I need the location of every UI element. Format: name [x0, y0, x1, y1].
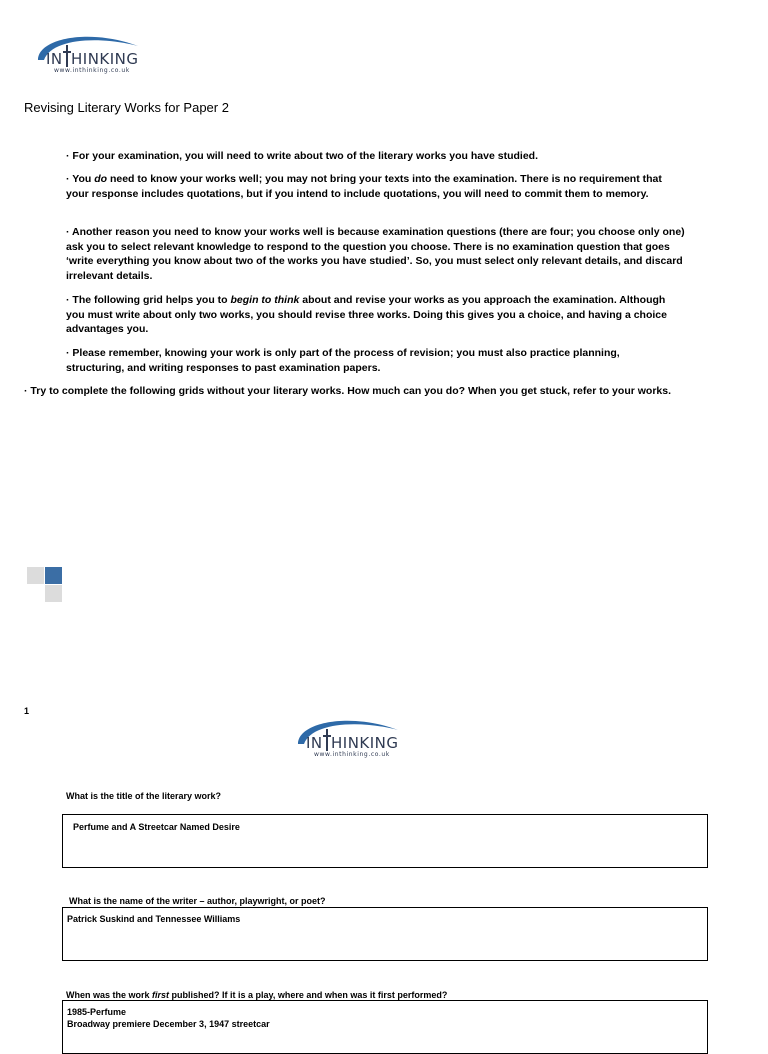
closing-text: · Try to complete the following grids without your literary works. How much can you do? When you get stuck, refer to your works.: [24, 385, 671, 397]
paragraph-2: [66, 172, 686, 201]
paragraph-2-post: need to know your works well; you may not bring your texts into the examination. There is no requirement that your response includes quotations, but if you intend to include quotations, you will need to commit them to memory.: [66, 173, 662, 200]
question-published-post: published? If it is a play, where and when was it first performed?: [169, 990, 448, 1000]
paragraph-1-text: · For your examination, you will need to write about two of the literary works you have studied.: [66, 150, 538, 162]
paragraph-3-text: · Another reason you need to know your works well is because examination questions (there are four; you choose only one) ask you to select relevant knowledge to respond to the question you choose. There is no examination question that goes ‘write everything you know about two of the works you have studied’. So, you must select only relevant details, and discard irrelevant details.: [66, 226, 685, 282]
paragraph-4: [66, 293, 676, 337]
question-title: What is the title of the literary work?: [66, 791, 222, 801]
decor-square-light-2: [45, 585, 62, 602]
paragraph-4-pre: · The following grid helps you to: [66, 294, 231, 306]
paragraph-2-emphasis: do: [94, 173, 108, 185]
paragraph-5-text: · Please remember, knowing your work is only part of the process of revision; you must also practice planning, structuring, and writing responses to past examination papers.: [66, 347, 620, 374]
answer-writer-field[interactable]: [62, 907, 708, 961]
logo-url: www.inthinking.co.uk: [314, 751, 390, 758]
decor-square-light-1: [27, 567, 44, 584]
logo-cross-icon: [63, 45, 71, 67]
decor-square-blue: [45, 567, 62, 584]
question-published: [66, 990, 447, 1000]
paragraph-3: [66, 225, 696, 283]
closing-paragraph: [24, 384, 674, 399]
question-published-pre: When was the work: [66, 990, 153, 1000]
logo-word-in: IN: [46, 50, 63, 68]
question-published-emphasis: first: [152, 990, 170, 1000]
paragraph-4-emphasis: begin to think: [230, 294, 300, 306]
answer-published-line-2: Broadway premiere December 3, 1947 streetcar: [67, 1019, 270, 1029]
inthinking-logo-2: [290, 714, 400, 762]
paragraph-4-post: about and revise your works as you approach the examination. Although you must write about only two works, you should revise three works. Doing this gives you a choice, and having a choice advantages you.: [66, 294, 667, 335]
paragraph-5: [66, 346, 666, 375]
answer-title-text: Perfume and A Streetcar Named Desire: [73, 822, 240, 832]
answer-published-field[interactable]: [62, 1000, 708, 1054]
inthinking-logo: [30, 30, 140, 78]
paragraph-1: [66, 149, 696, 164]
answer-published-line-1: 1985-Perfume: [67, 1007, 127, 1017]
logo-word-thinking: HINKING: [331, 734, 399, 752]
logo-word-in: IN: [306, 734, 323, 752]
page-title: Revising Literary Works for Paper 2: [24, 100, 229, 115]
answer-title-field[interactable]: [62, 814, 708, 868]
page-number: 1: [24, 706, 30, 716]
paragraph-2-pre: · You: [66, 173, 95, 185]
answer-writer-text: Patrick Suskind and Tennessee Williams: [67, 914, 241, 924]
logo-url: www.inthinking.co.uk: [54, 67, 130, 74]
logo-cross-icon: [323, 729, 331, 751]
question-writer: What is the name of the writer – author, playwright, or poet?: [69, 896, 326, 906]
logo-word-thinking: HINKING: [71, 50, 139, 68]
